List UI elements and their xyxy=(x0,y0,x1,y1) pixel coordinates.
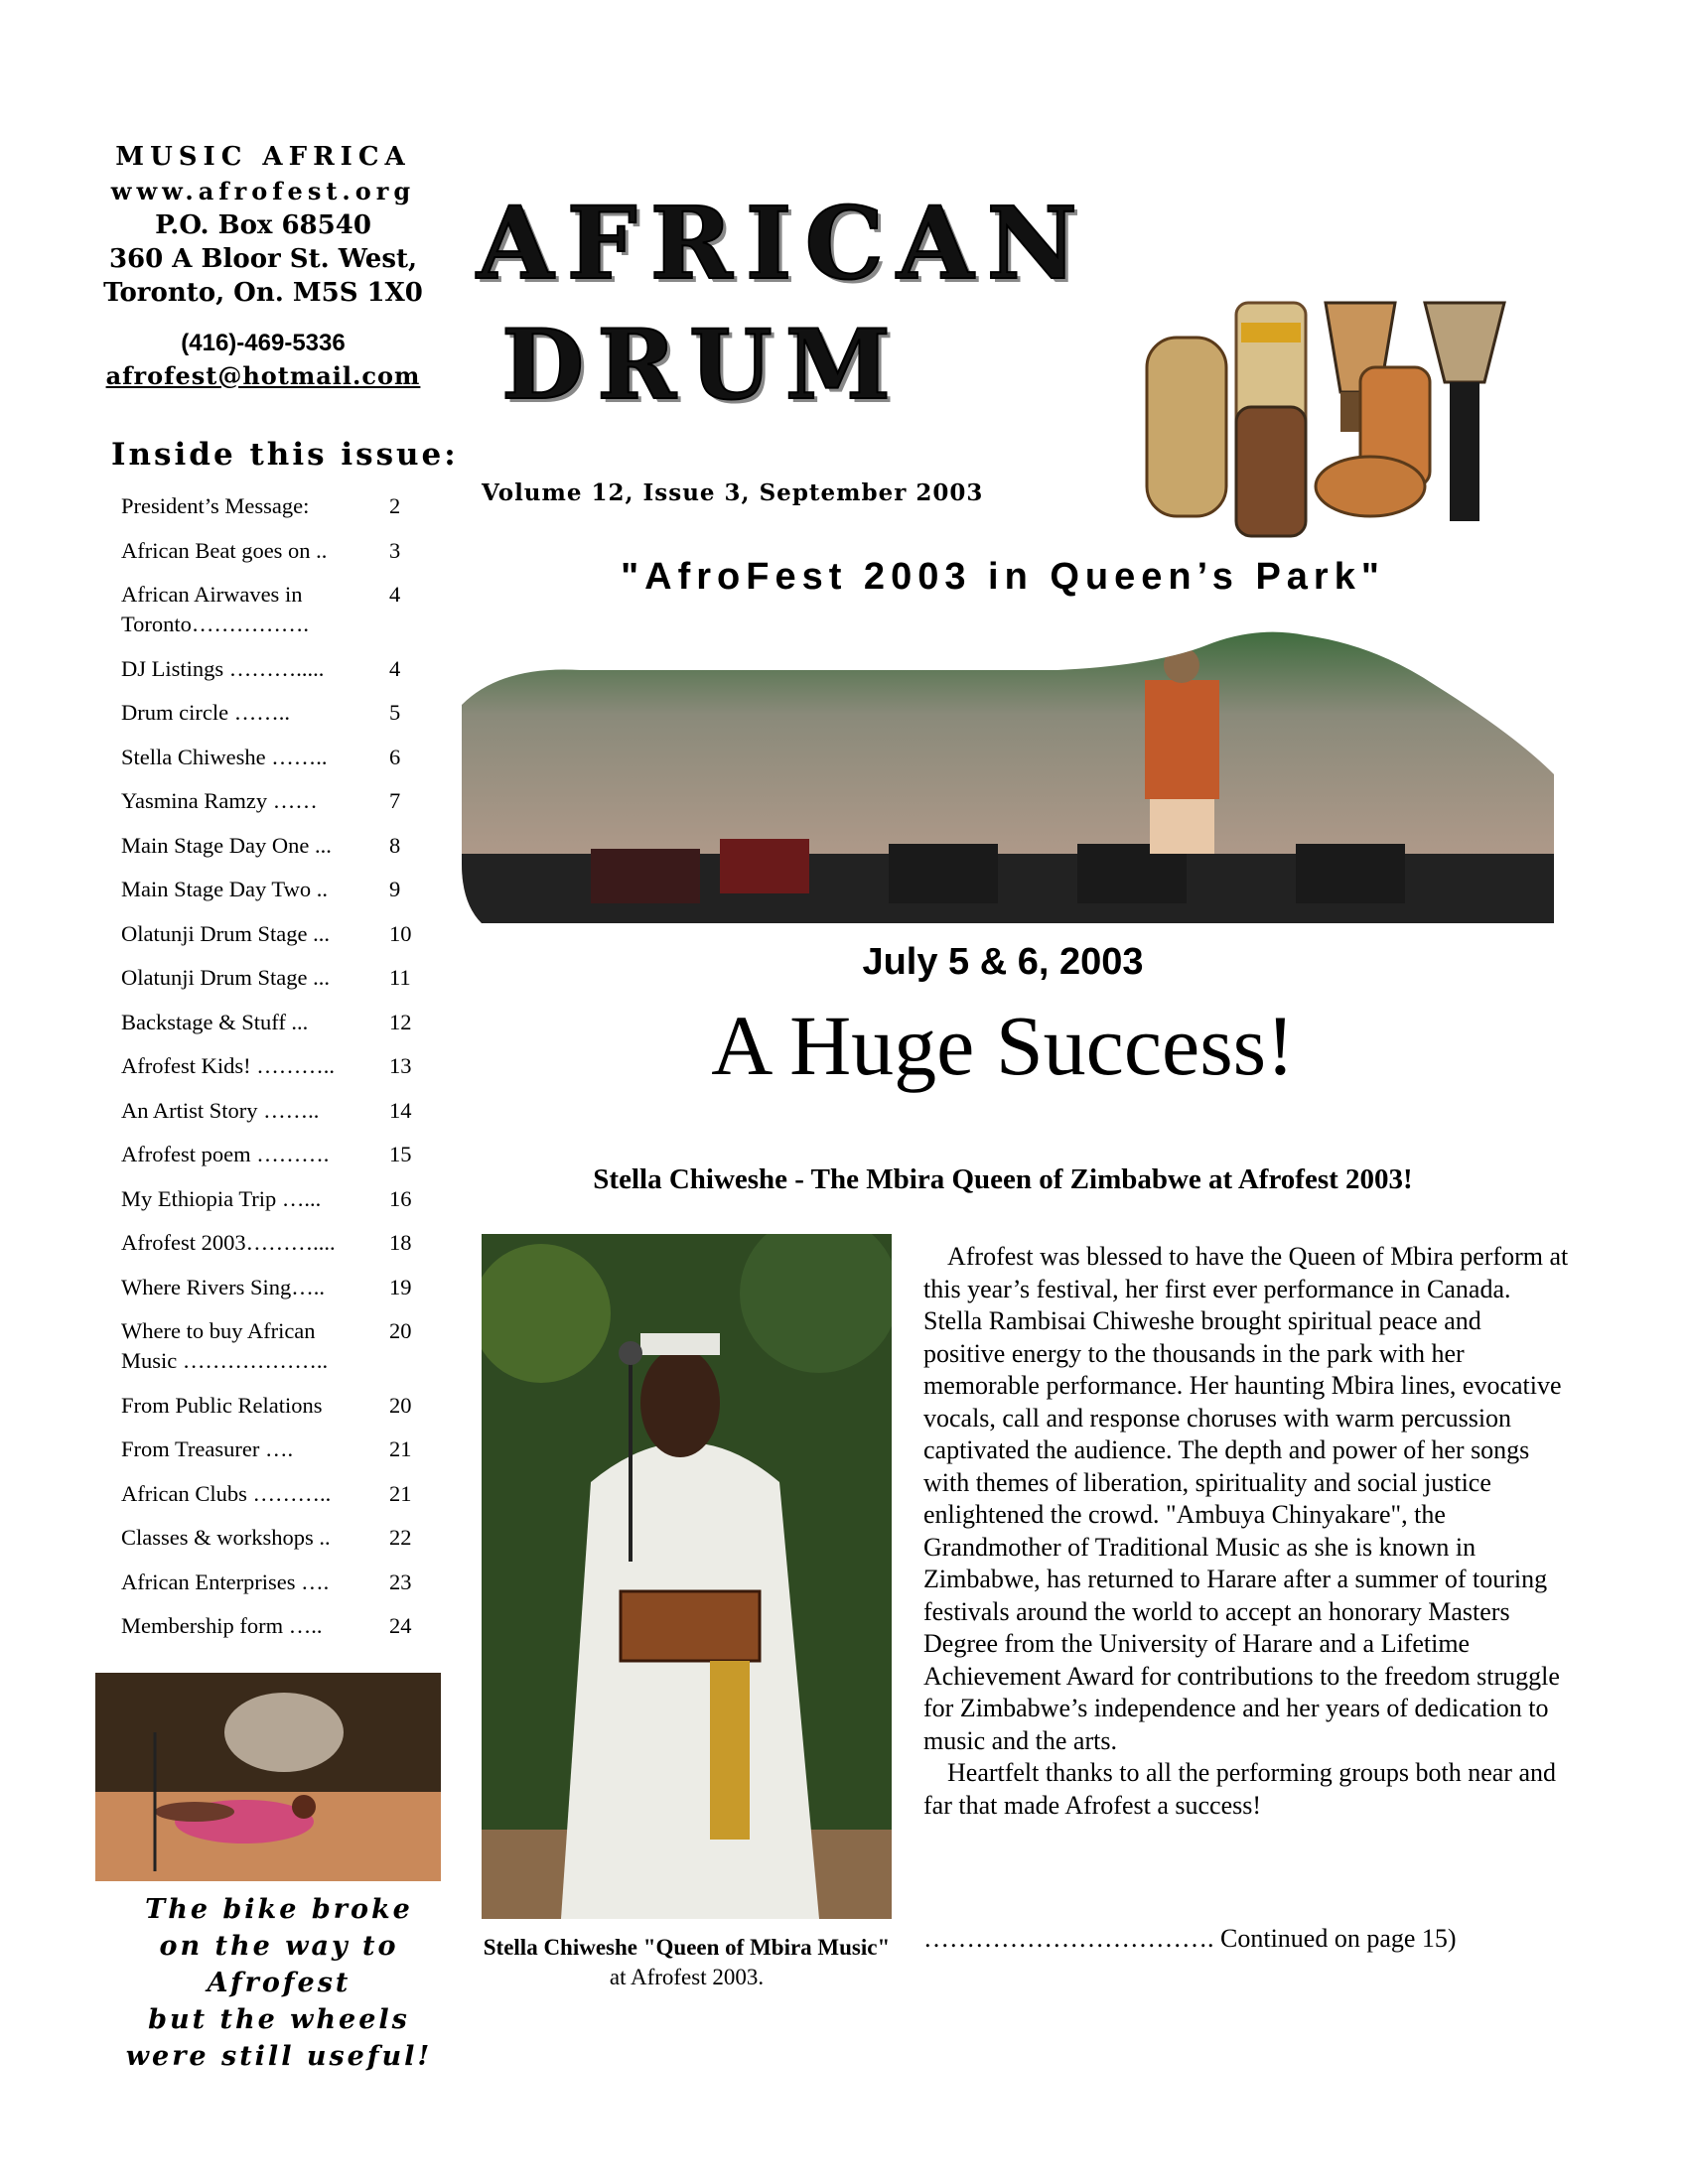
article-paragraph: Afrofest was blessed to have the Queen of Mbira perform at this year’s festival, her first ever performance in Canada. Stella Rambisai Chiweshe brought spiritual peace and positive energy to the thousands in the park with her memorable performance. Her haunting Mbira lines, evocative vocals, call and response choruses with warm percussion captivated the audience. The depth and power of her songs with themes of liberation, spirituality and social justice enlightened the crowd. "Ambuya Chinyakare", the Grandmother of Traditional Music as she is known in Zimbabwe, has returned to Harare after a summer of touring festivals around the world to accept an honorary Masters Degree from the University of Harare and a Lifetime Achievement Award for contributions to the freedom struggle for Zimbabwe’s independence and her years of dedication to music and the arts. xyxy=(923,1242,1569,1755)
toc-item-label: African Beat goes on .. xyxy=(121,537,328,563)
masthead-title-line2: DRUM xyxy=(501,309,905,421)
toc-item xyxy=(121,1184,429,1214)
toc-item xyxy=(121,1096,429,1126)
festival-title: "AfroFest 2003 in Queen’s Park" xyxy=(621,556,1385,598)
caption-bold: Stella Chiweshe "Queen of Mbira Music" xyxy=(483,1935,891,1960)
article-paragraph: Heartfelt thanks to all the performing groups both near and far that made Afrofest a success! xyxy=(923,1758,1556,1820)
toc-item-label: Yasmina Ramzy …… xyxy=(121,788,318,813)
crowd-photo xyxy=(462,625,1554,923)
toc-item xyxy=(121,1391,429,1421)
article-body xyxy=(923,1241,1569,1822)
toc-item-label: African Enterprises …. xyxy=(121,1569,330,1594)
caption-line: were still useful! xyxy=(125,2041,433,2072)
continued-note: ……………………………. Continued on page 15) xyxy=(923,1924,1457,1953)
toc-item-page: 20 xyxy=(389,1318,412,1343)
toc-item xyxy=(121,1434,429,1464)
toc-item xyxy=(121,786,429,816)
toc-item-label: Main Stage Day Two .. xyxy=(121,877,328,901)
toc-item-page: 7 xyxy=(389,788,401,813)
org-email-link[interactable]: afrofest@hotmail.com xyxy=(105,361,421,390)
toc-item xyxy=(121,491,429,521)
toc-item xyxy=(121,1051,429,1081)
toc-item-label: Drum circle …….. xyxy=(121,700,290,725)
org-address-line: P.O. Box 68540 xyxy=(155,210,371,240)
toc-item-label: An Artist Story …….. xyxy=(121,1097,320,1123)
toc-item-label: My Ethiopia Trip …... xyxy=(121,1185,322,1211)
drums-image xyxy=(1137,293,1539,546)
caption-rest: at Afrofest 2003. xyxy=(609,1965,765,1989)
toc-item-label: From Public Relations xyxy=(121,1392,323,1418)
toc-item xyxy=(121,743,429,772)
toc-item-label: Afrofest 2003……….... xyxy=(121,1230,336,1255)
toc-item-label: Where to buy African Music ……………….. xyxy=(121,1318,329,1373)
toc-item-page: 6 xyxy=(389,744,401,769)
toc-item-label: African Clubs ……….. xyxy=(121,1480,332,1506)
toc-item xyxy=(121,1568,429,1597)
toc-item-page: 9 xyxy=(389,877,401,901)
organization-info xyxy=(94,139,432,393)
main-headline: A Huge Success! xyxy=(711,998,1295,1093)
toc-item xyxy=(121,1008,429,1037)
inside-issue-heading: Inside this issue: xyxy=(111,437,459,473)
toc-item xyxy=(121,1611,429,1641)
toc-item-page: 23 xyxy=(389,1569,412,1594)
org-name: MUSIC AFRICA xyxy=(115,142,411,172)
toc-item-label: Olatunji Drum Stage ... xyxy=(121,965,330,990)
toc-item-label: DJ Listings ………..... xyxy=(121,655,325,681)
toc-item-page: 4 xyxy=(389,582,401,607)
toc-item xyxy=(121,1316,429,1376)
org-address-line: 360 A Bloor St. West, xyxy=(108,244,418,274)
toc-item-page: 11 xyxy=(389,965,411,990)
photo-caption xyxy=(95,1891,463,2075)
performer-photo xyxy=(95,1673,441,1881)
toc-item xyxy=(121,1479,429,1509)
toc-item xyxy=(121,654,429,684)
toc-item xyxy=(121,698,429,728)
toc-item-page: 12 xyxy=(389,1009,412,1034)
toc-item-page: 18 xyxy=(389,1230,412,1255)
toc-item-label: Afrofest poem ………. xyxy=(121,1142,330,1166)
stella-photo-caption xyxy=(482,1933,892,1992)
org-address-line: Toronto, On. M5S 1X0 xyxy=(103,278,423,308)
toc-item-label: Main Stage Day One ... xyxy=(121,832,332,858)
toc-item-label: Where Rivers Sing….. xyxy=(121,1274,325,1299)
caption-line: but the wheels xyxy=(148,2004,410,2035)
toc-item-label: African Airwaves in Toronto……………. xyxy=(121,582,310,636)
toc-item-page: 10 xyxy=(389,920,412,946)
toc-item-label: Membership form ….. xyxy=(121,1613,323,1638)
toc-item xyxy=(121,1273,429,1302)
toc-item-label: President’s Message: xyxy=(121,493,310,518)
toc-item-label: Classes & workshops .. xyxy=(121,1525,331,1550)
caption-line: on the way to Afrofest xyxy=(159,1931,399,1998)
toc-item-label: Stella Chiweshe …….. xyxy=(121,744,328,769)
toc-item xyxy=(121,875,429,904)
org-website[interactable]: www.afrofest.org xyxy=(110,177,416,205)
toc-item-page: 21 xyxy=(389,1436,412,1461)
toc-item xyxy=(121,580,429,639)
toc-item xyxy=(121,831,429,861)
toc-item xyxy=(121,963,429,993)
article-headline: Stella Chiweshe - The Mbira Queen of Zimbabwe at Afrofest 2003! xyxy=(593,1163,1413,1195)
org-phone: (416)-469-5336 xyxy=(181,330,346,356)
toc-item xyxy=(121,536,429,566)
toc-item-label: Backstage & Stuff ... xyxy=(121,1009,309,1034)
toc-item-page: 4 xyxy=(389,655,401,681)
toc-item-page: 3 xyxy=(389,537,401,563)
caption-line: The bike broke xyxy=(145,1894,413,1925)
toc-item-page: 15 xyxy=(389,1142,412,1166)
masthead-title-line1: AFRICAN xyxy=(477,185,1091,302)
toc-item-page: 5 xyxy=(389,700,401,725)
toc-item-page: 2 xyxy=(389,493,401,518)
toc-item xyxy=(121,1523,429,1553)
toc-item-page: 22 xyxy=(389,1525,412,1550)
stella-chiweshe-photo xyxy=(482,1234,892,1919)
toc-item-page: 20 xyxy=(389,1392,412,1418)
toc-item-label: From Treasurer …. xyxy=(121,1436,294,1461)
toc-item-page: 21 xyxy=(389,1480,412,1506)
toc-item-page: 14 xyxy=(389,1097,412,1123)
toc-item xyxy=(121,919,429,949)
toc-item-page: 16 xyxy=(389,1185,412,1211)
toc-item-page: 19 xyxy=(389,1274,412,1299)
toc-item xyxy=(121,1228,429,1258)
toc-item-page: 13 xyxy=(389,1053,412,1078)
table-of-contents xyxy=(121,491,429,1656)
toc-item-label: Afrofest Kids! ……….. xyxy=(121,1053,335,1078)
issue-volume: Volume 12, Issue 3, September 2003 xyxy=(482,479,984,506)
toc-item-page: 8 xyxy=(389,832,401,858)
festival-dates: July 5 & 6, 2003 xyxy=(862,941,1144,983)
toc-item xyxy=(121,1140,429,1169)
toc-item-page: 24 xyxy=(389,1613,412,1638)
toc-item-label: Olatunji Drum Stage ... xyxy=(121,920,330,946)
